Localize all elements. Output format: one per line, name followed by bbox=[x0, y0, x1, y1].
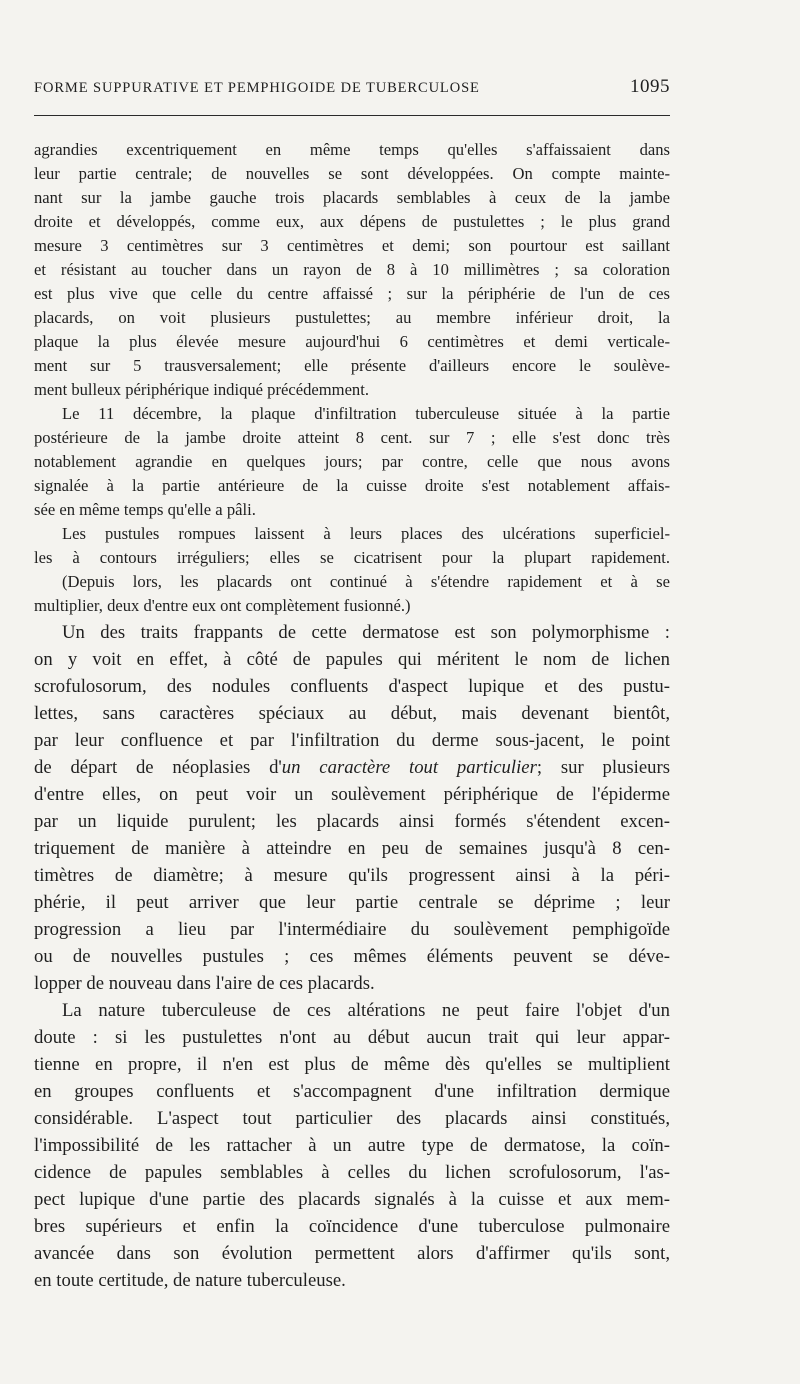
text-line: mesure 3 centimètres sur 3 centimètres et demi; son pourtour est saillant bbox=[34, 236, 670, 255]
text-line: Le 11 décembre, la plaque d'infiltration tuberculeuse située à la partie bbox=[62, 404, 670, 423]
text-line: phérie, il peut arriver que leur partie centrale se déprime ; leur bbox=[34, 892, 670, 913]
text-line: l'impossibilité de les rattacher à un autre type de dermatose, la coïn- bbox=[34, 1135, 670, 1156]
text-line: ment sur 5 trausversalement; elle présente d'ailleurs encore le soulève- bbox=[34, 356, 670, 375]
text-line: Un des traits frappants de cette dermatose est son polymorphisme : bbox=[62, 622, 670, 643]
text-segment: ; sur plusieurs bbox=[536, 757, 670, 778]
text-line: par un liquide purulent; les placards ainsi formés s'étendent excen- bbox=[34, 811, 670, 832]
text-line: considérable. L'aspect tout particulier des placards ainsi constitués, bbox=[34, 1108, 670, 1129]
text-line: en groupes confluents et s'accompagnent d'une infiltration dermique bbox=[34, 1081, 670, 1102]
running-title: FORME SUPPURATIVE ET PEMPHIGOIDE DE TUBERCULOSE bbox=[34, 80, 480, 96]
text-line: tienne en propre, il n'en est plus de même dès qu'elles se multiplient bbox=[34, 1054, 670, 1075]
text-line: les à contours irréguliers; elles se cicatrisent pour la plupart rapidement. bbox=[34, 548, 670, 567]
text-line: sée en même temps qu'elle a pâli. bbox=[34, 500, 256, 519]
text-line: triquement de manière à atteindre en peu de semaines jusqu'à 8 cen- bbox=[34, 838, 670, 859]
text-line: doute : si les pustulettes n'ont au début aucun trait qui leur appar- bbox=[34, 1027, 670, 1048]
text-line: signalée à la partie antérieure de la cuisse droite s'est notablement affais- bbox=[34, 476, 670, 495]
text-line: et résistant au toucher dans un rayon de 8 à 10 millimètres ; sa coloration bbox=[34, 260, 670, 279]
text-line: est plus vive que celle du centre affaissé ; sur la périphérie de l'un de ces bbox=[34, 284, 670, 303]
text-line: La nature tuberculeuse de ces altérations ne peut faire l'objet d'un bbox=[62, 1000, 670, 1021]
italic-phrase: un caractère tout particulier bbox=[281, 757, 537, 778]
text-line: lopper de nouveau dans l'aire de ces placards. bbox=[34, 973, 375, 994]
text-line bbox=[34, 754, 670, 781]
text-line: notablement agrandie en quelques jours; par contre, celle que nous avons bbox=[34, 452, 670, 471]
header-rule bbox=[34, 115, 670, 116]
text-line: multiplier, deux d'entre eux ont complètement fusionné.) bbox=[34, 596, 411, 615]
text-segment: de départ de néoplasies d' bbox=[34, 757, 282, 778]
text-line: leur partie centrale; de nouvelles se sont développées. On compte mainte- bbox=[34, 164, 670, 183]
text-line: par leur confluence et par l'infiltration du derme sous-jacent, le point bbox=[34, 730, 670, 751]
text-line: scrofulosorum, des nodules confluents d'aspect lupique et des pustu- bbox=[34, 676, 670, 697]
text-line: droite et développés, comme eux, aux dépens de pustulettes ; le plus grand bbox=[34, 212, 670, 231]
text-line: (Depuis lors, les placards ont continué à s'étendre rapidement et à se bbox=[62, 572, 670, 591]
text-line: bres supérieurs et enfin la coïncidence d'une tuberculose pulmonaire bbox=[34, 1216, 670, 1237]
text-line: ou de nouvelles pustules ; ces mêmes éléments peuvent se déve- bbox=[34, 946, 670, 967]
text-line: nant sur la jambe gauche trois placards semblables à ceux de la jambe bbox=[34, 188, 670, 207]
text-line: d'entre elles, on peut voir un soulèvement périphérique de l'épiderme bbox=[34, 784, 670, 805]
page-number: 1095 bbox=[630, 76, 670, 97]
text-line: Les pustules rompues laissent à leurs places des ulcérations superficiel- bbox=[62, 524, 670, 543]
text-line: pect lupique d'une partie des placards signalés à la cuisse et aux mem- bbox=[34, 1189, 670, 1210]
text-line: cidence de papules semblables à celles du lichen scrofulosorum, l'as- bbox=[34, 1162, 670, 1183]
text-line: on y voit en effet, à côté de papules qui méritent le nom de lichen bbox=[34, 649, 670, 670]
text-line: agrandies excentriquement en même temps qu'elles s'affaissaient dans bbox=[34, 140, 670, 159]
text-line: timètres de diamètre; à mesure qu'ils progressent ainsi à la péri- bbox=[34, 865, 670, 886]
text-line: avancée dans son évolution permettent alors d'affirmer qu'ils sont, bbox=[34, 1243, 670, 1264]
text-line: ment bulleux périphérique indiqué précédemment. bbox=[34, 380, 369, 399]
text-line: lettes, sans caractères spéciaux au début, mais devenant bientôt, bbox=[34, 703, 670, 724]
text-line: placards, on voit plusieurs pustulettes; au membre inférieur droit, la bbox=[34, 308, 670, 327]
page-header bbox=[34, 76, 670, 100]
text-line: plaque la plus élevée mesure aujourd'hui 6 centimètres et demi verticale- bbox=[34, 332, 670, 351]
text-line: en toute certitude, de nature tuberculeuse. bbox=[34, 1270, 346, 1291]
text-line: progression a lieu par l'intermédiaire du soulèvement pemphigoïde bbox=[34, 919, 670, 940]
text-line: postérieure de la jambe droite atteint 8 cent. sur 7 ; elle s'est donc très bbox=[34, 428, 670, 447]
